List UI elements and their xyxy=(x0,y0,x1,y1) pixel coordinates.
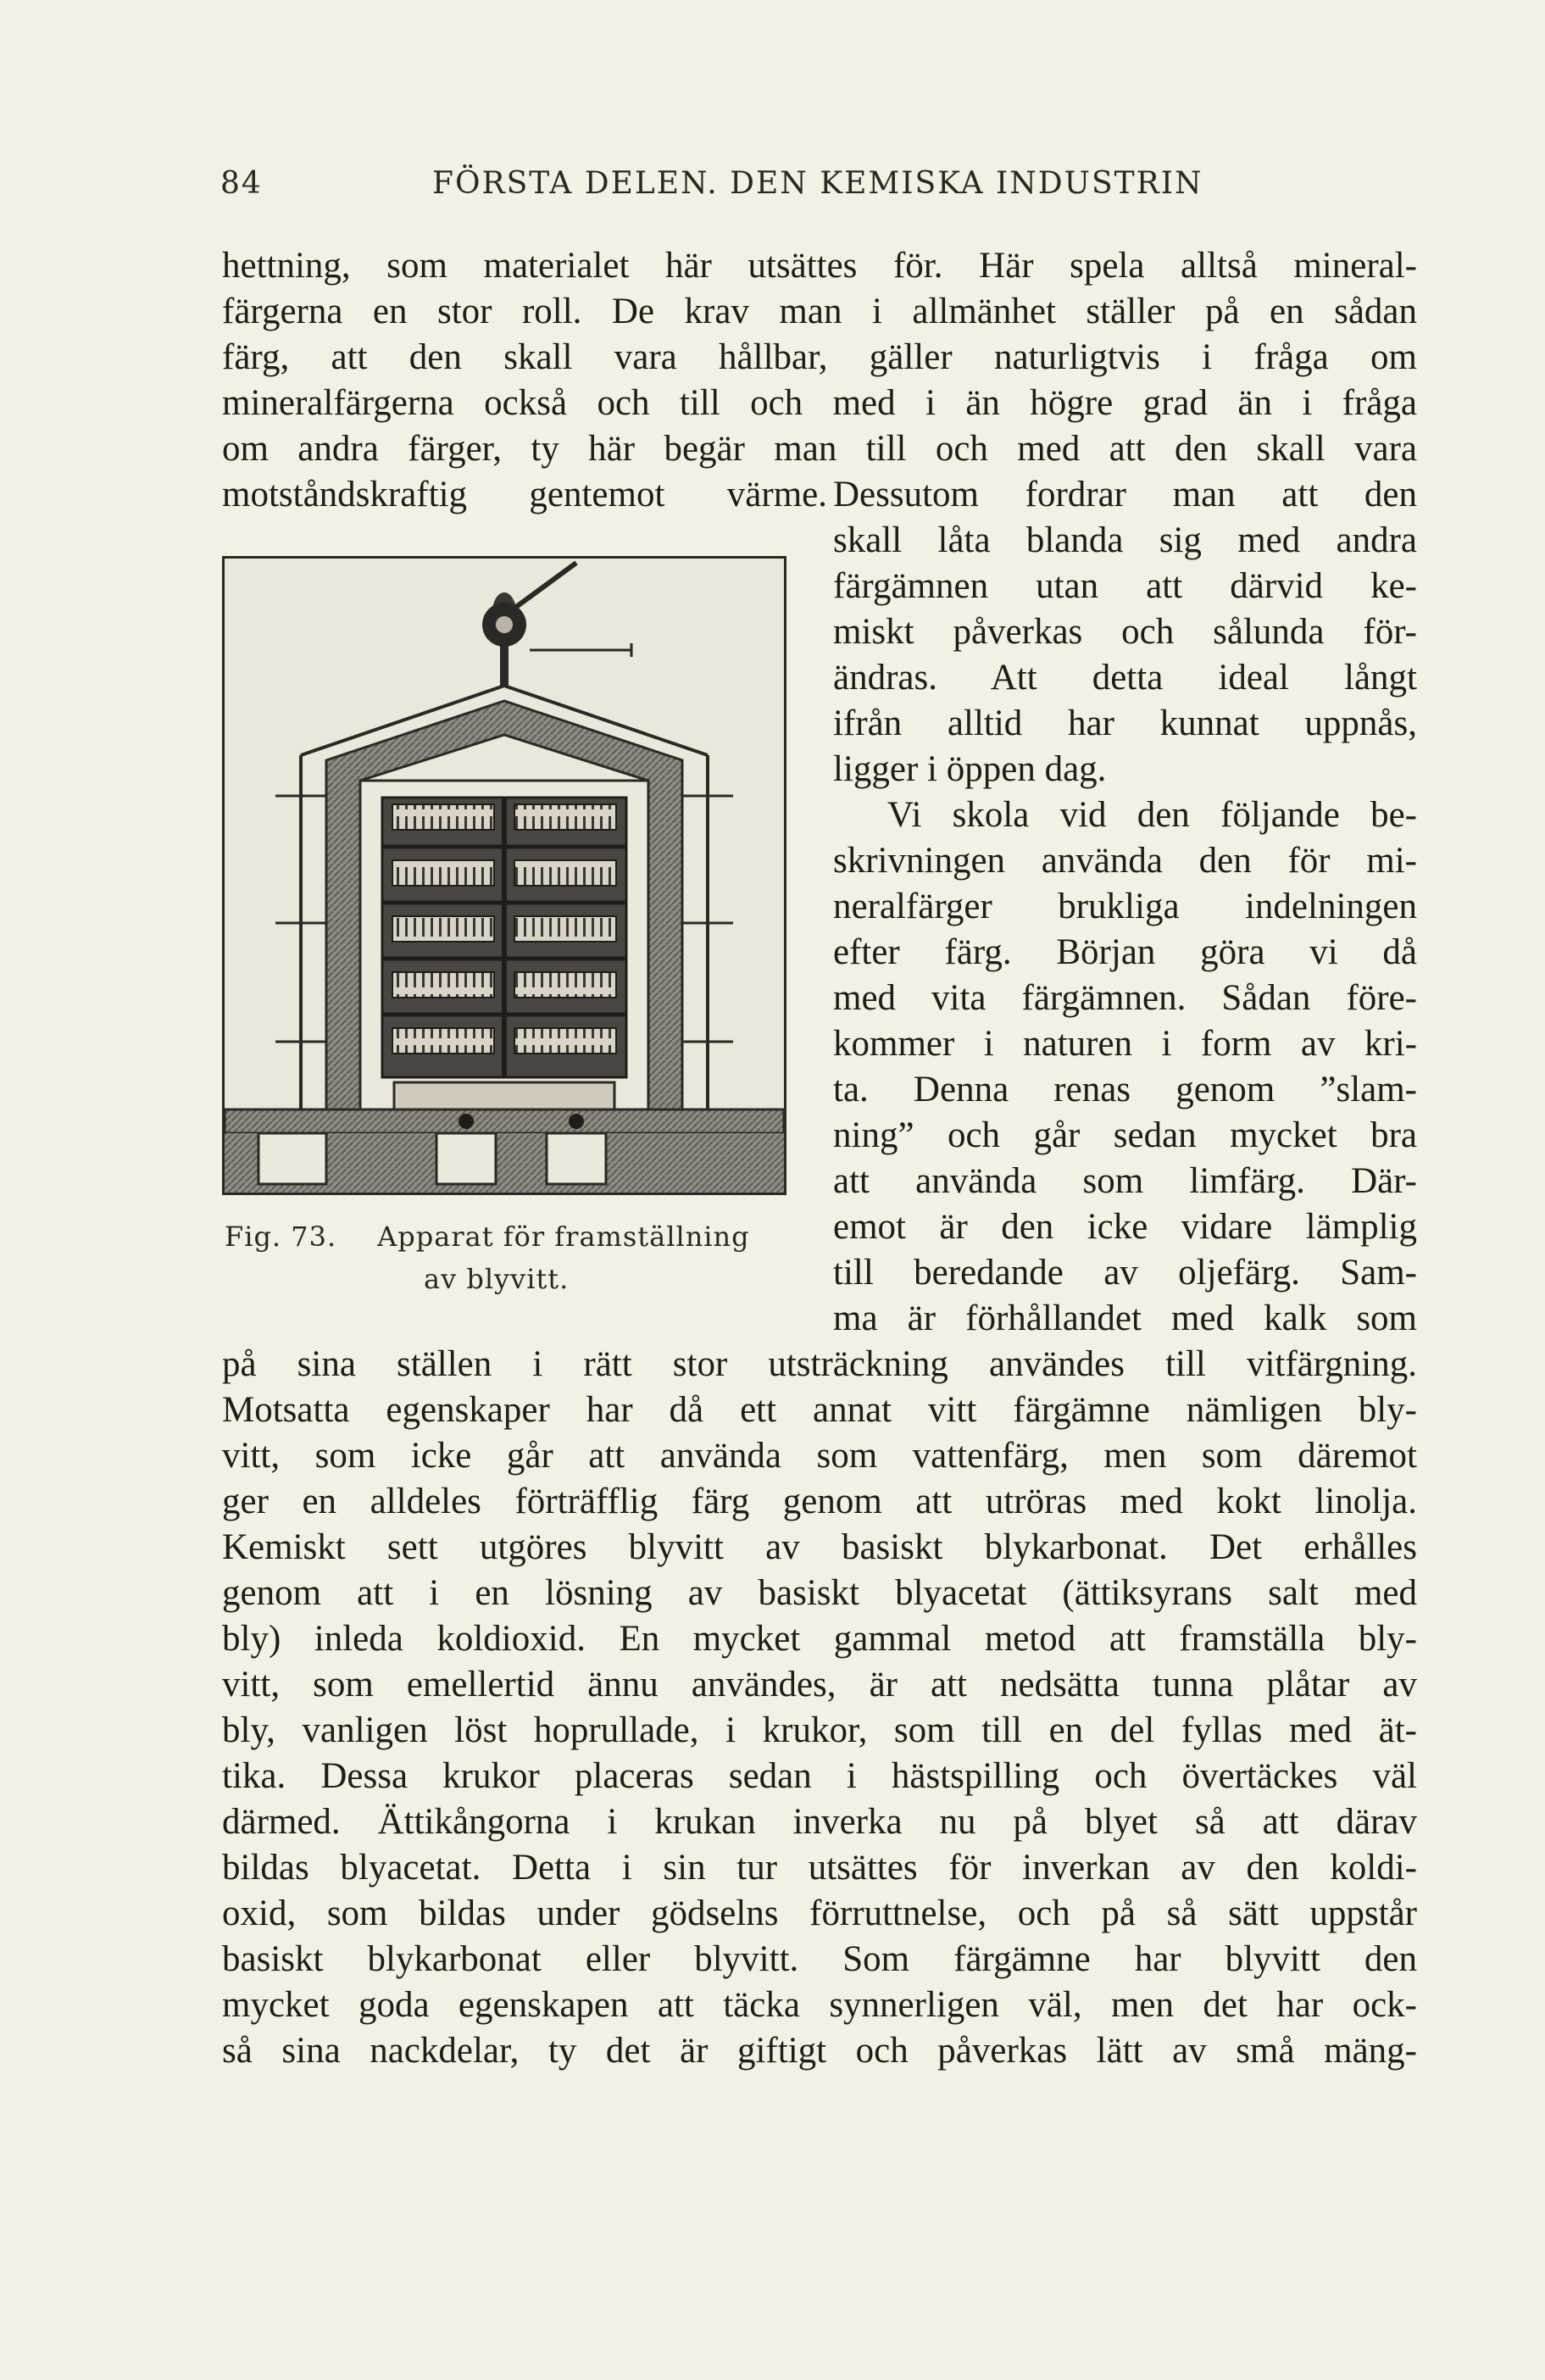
body-line: färg, att den skall vara hållbar, gäller naturligtvis i fråga om xyxy=(222,337,1417,377)
body-line: hettning, som materialet här utsättes för. Här spela alltså mineral- xyxy=(222,246,1417,286)
body-line: tika. Dessa krukor placeras sedan i hästspilling och övertäckes väl xyxy=(222,1756,1417,1796)
body-line: mineralfärgerna också och till och med i än högre grad än i fråga xyxy=(222,383,1417,423)
figure-number: Fig. 73. xyxy=(225,1221,337,1253)
body-line: kommer i naturen i form av kri- xyxy=(833,1024,1417,1064)
body-line: oxid, som bildas under gödselns förruttnelse, och på så sätt uppstår xyxy=(222,1893,1417,1933)
header-title: FÖRSTA DELEN. DEN KEMISKA INDUSTRIN xyxy=(432,166,1203,201)
body-line: ifrån alltid har kunnat uppnås, xyxy=(833,703,1417,743)
body-line: Motsatta egenskaper har då ett annat vitt färgämne nämligen bly- xyxy=(222,1390,1417,1430)
body-line: ma är förhållandet med kalk som xyxy=(833,1298,1417,1338)
body-line: vitt, som icke går att använda som vattenfärg, men som däremot xyxy=(222,1436,1417,1476)
body-line: därmed. Ättikångorna i krukan inverka nu på blyet så att därav xyxy=(222,1802,1417,1842)
body-line: om andra färger, ty här begär man till och med att den skall vara xyxy=(222,429,1417,469)
body-line: att använda som limfärg. Där- xyxy=(833,1161,1417,1201)
body-line: färgerna en stor roll. De krav man i allmänhet ställer på en sådan xyxy=(222,292,1417,331)
body-line: skall låta blanda sig med andra xyxy=(833,520,1417,560)
apparatus-illustration xyxy=(225,559,784,1193)
body-line: genom att i en lösning av basiskt blyacetat (ättiksyrans salt med xyxy=(222,1573,1417,1613)
body-line: till beredande av oljefärg. Sam- xyxy=(833,1253,1417,1293)
body-line: Dessutom fordrar man att den xyxy=(833,475,1417,514)
body-line: emot är den icke vidare lämplig xyxy=(833,1207,1417,1247)
running-header xyxy=(220,166,1203,209)
figure-apparatus xyxy=(222,556,786,1195)
body-line: så sina nackdelar, ty det är giftigt och påverkas lätt av små mäng- xyxy=(222,2031,1417,2071)
body-line: basiskt blykarbonat eller blyvitt. Som färgämne har blyvitt den xyxy=(222,1939,1417,1979)
body-line: mycket goda egenskapen att täcka synnerligen väl, men det har ock- xyxy=(222,1985,1417,2025)
body-line: ligger i öppen dag. xyxy=(833,749,1107,789)
body-line: bildas blyacetat. Detta i sin tur utsättes för inverkan av den koldi- xyxy=(222,1848,1417,1888)
body-line: med vita färgämnen. Sådan före- xyxy=(833,978,1417,1018)
caption-line-2: av blyvitt. xyxy=(424,1263,570,1295)
body-line: Vi skola vid den följande be- xyxy=(887,795,1417,835)
body-line: bly, vanligen löst hoprullade, i krukor, som till en del fyllas med ät- xyxy=(222,1710,1417,1750)
body-line: efter färg. Början göra vi då xyxy=(833,932,1417,972)
body-line: neralfärger brukliga indelningen xyxy=(833,887,1417,926)
body-line: ger en alldeles förträfflig färg genom att utröras med kokt linolja. xyxy=(222,1482,1417,1521)
body-line: ta. Denna renas genom ”slam- xyxy=(833,1070,1417,1109)
body-line: ändras. Att detta ideal långt xyxy=(833,658,1417,698)
body-line: motståndskraftig gentemot värme. xyxy=(222,475,827,514)
figure-caption xyxy=(225,1221,750,1253)
body-line: ning” och går sedan mycket bra xyxy=(833,1115,1417,1155)
body-line: vitt, som emellertid ännu användes, är att nedsätta tunna plåtar av xyxy=(222,1665,1417,1704)
caption-line-1: Apparat för framställning xyxy=(377,1221,750,1253)
body-line: skrivningen använda den för mi- xyxy=(833,841,1417,881)
body-line: miskt påverkas och sålunda för- xyxy=(833,612,1417,652)
body-line: Kemiskt sett utgöres blyvitt av basiskt blykarbonat. Det erhålles xyxy=(222,1527,1417,1567)
body-line: färgämnen utan att därvid ke- xyxy=(833,566,1417,606)
page-number: 84 xyxy=(220,166,263,201)
body-line: på sina ställen i rätt stor utsträckning användes till vitfärgning. xyxy=(222,1344,1417,1384)
body-line: bly) inleda koldioxid. En mycket gammal metod att framställa bly- xyxy=(222,1619,1417,1659)
